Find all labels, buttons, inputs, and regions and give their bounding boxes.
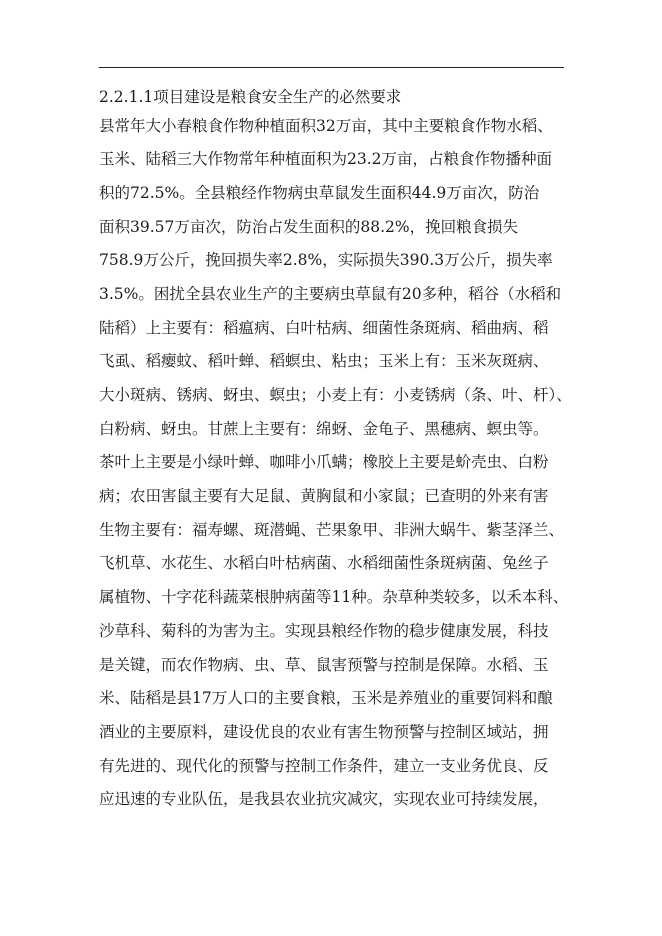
paragraph-line: 积的72.5%。全县粮经作物病虫草鼠发生面积44.9万亩次，防治 (99, 183, 540, 202)
section-heading: 2.2.1.1项目建设是粮食安全生产的必然要求 (99, 88, 402, 106)
paragraph-line: 属植物、十字花科蔬菜根肿病菌等11种。杂草种类较多，以禾本科、 (99, 588, 569, 607)
paragraph-line: 大小斑病、锈病、蚜虫、螟虫；小麦上有：小麦锈病（条、叶、杆）、 (99, 386, 572, 404)
paragraph-line: 生物主要有：福寿螺、斑潜蝇、芒果象甲、非洲大蜗牛、紫茎泽兰、 (99, 520, 565, 539)
paragraph-line: 陆稻）上主要有：稻瘟病、白叶枯病、细菌性条斑病、稻曲病、稻 (99, 318, 549, 337)
paragraph-line: 是关键，而农作物病、虫、草、鼠害预警与控制是保障。水稻、玉 (99, 655, 549, 674)
paragraph-line: 米、陆稻是县17万人口的主要食粮，玉米是养殖业的重要饲料和酿 (99, 689, 553, 708)
paragraph-line: 茶叶上主要是小绿叶蝉、咖啡小爪螨；橡胶上主要是蚧壳虫、白粉 (99, 453, 549, 472)
paragraph-line: 病；农田害鼠主要有大足鼠、黄胸鼠和小家鼠；已查明的外来有害 (99, 487, 549, 506)
paragraph-line: 县常年大小春粮食作物种植面积32万亩，其中主要粮食作物水稻、 (99, 116, 553, 135)
paragraph-line: 面积39.57万亩次，防治占发生面积的88.2%，挽回粮食损失 (99, 217, 519, 236)
paragraph-line: 758.9万公斤，挽回损失率2.8%，实际损失390.3万公斤，损失率 (99, 251, 553, 270)
paragraph-line: 飞机草、水花生、水稻白叶枯病菌、水稻细菌性条斑病菌、兔丝子 (99, 554, 549, 573)
document-body (99, 86, 572, 822)
paragraph-line: 飞虱、稻瘿蚊、稻叶蝉、稻螟虫、粘虫；玉米上有：玉米灰斑病、 (99, 352, 549, 371)
paragraph-line: 玉米、陆稻三大作物常年种植面积为23.2万亩，占粮食作物播种面 (99, 150, 553, 169)
header-rule (99, 67, 564, 68)
paragraph-line: 白粉病、蚜虫。甘蔗上主要有：绵蚜、金龟子、黑穗病、螟虫等。 (99, 419, 549, 438)
paragraph-line: 酒业的主要原料，建设优良的农业有害生物预警与控制区域站，拥 (99, 722, 549, 741)
paragraph-line: 3.5%。困扰全县农业生产的主要病虫草鼠有20多种，稻谷（水稻和 (99, 284, 562, 303)
paragraph-line: 有先进的、现代化的预警与控制工作条件，建立一支业务优良、反 (99, 756, 549, 775)
paragraph-line: 应迅速的专业队伍，是我县农业抗灾减灾，实现农业可持续发展， (99, 790, 549, 809)
paragraph-line: 沙草科、菊科的为害为主。实现县粮经作物的稳步健康发展，科技 (99, 621, 549, 640)
